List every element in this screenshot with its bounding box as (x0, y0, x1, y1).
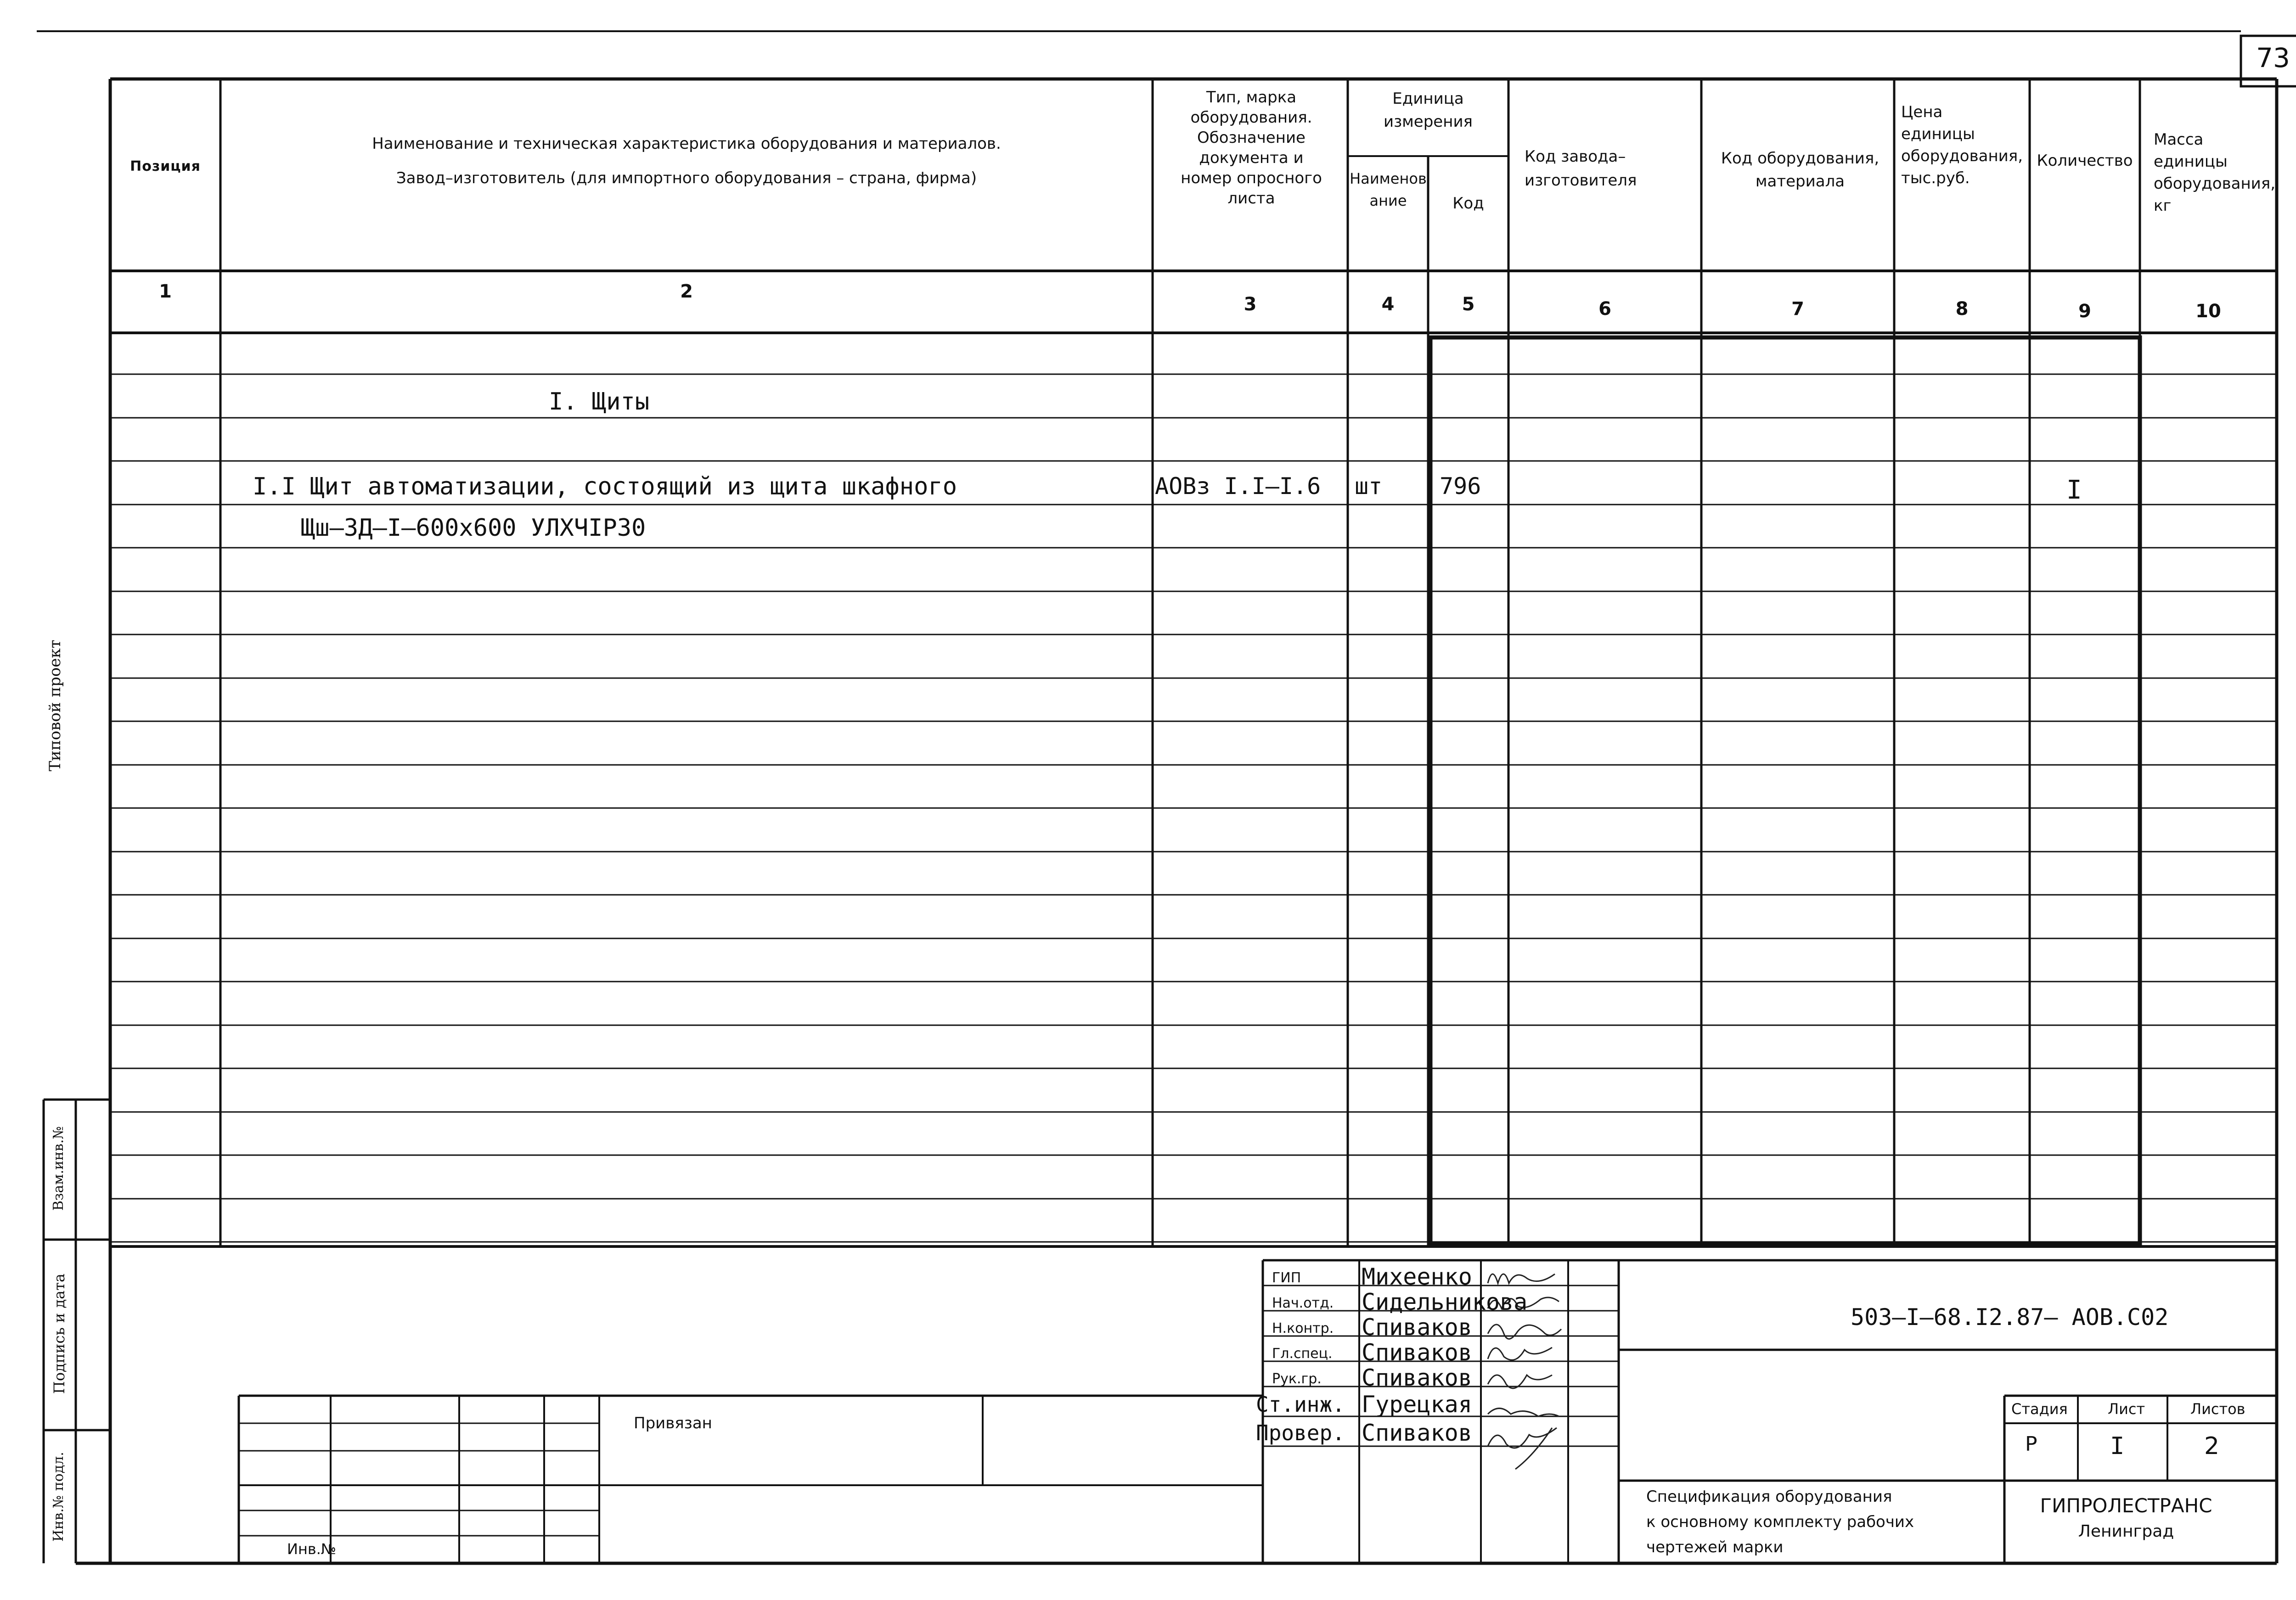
col-1-number: 1 (159, 281, 172, 302)
col-2-number: 2 (680, 281, 693, 302)
col-8-number: 8 (1955, 298, 1969, 320)
side-project-label: Типовой проект (46, 640, 64, 771)
description-line2: к основному комплекту рабочих (1646, 1513, 1914, 1531)
signature-role: Рук.гр. (1272, 1371, 1322, 1387)
side-inv-podl-label: Инв.№ подл. (51, 1452, 67, 1542)
col-5-number: 5 (1462, 294, 1475, 315)
col-3-title: Тип, марка оборудования. Обозначение документа и номер опросного листа (1181, 88, 1322, 208)
col-3-number: 3 (1244, 294, 1257, 315)
col-6-number: 6 (1598, 298, 1611, 320)
signature-4 (1488, 1347, 1552, 1360)
col-9-title: Количество (2037, 152, 2133, 170)
signature-role: Н.контр. (1272, 1320, 1334, 1336)
signature-role: Ст.инж. (1256, 1392, 1345, 1417)
sheets-value: 2 (2204, 1432, 2220, 1460)
col-10-number: 10 (2195, 301, 2221, 322)
description-line3: чертежей марки (1646, 1538, 1784, 1556)
side-inv-vzam-label: Взам.инв.№ (51, 1126, 67, 1211)
page-number: 73 (2256, 42, 2290, 73)
signature-role: Провер. (1256, 1420, 1345, 1445)
item-name-line2: Щш–ЗД–I–600х600 УЛХЧIР30 (301, 514, 646, 542)
stage-value: Р (2025, 1432, 2037, 1456)
item-type: АОВз I.I–I.6 (1155, 473, 1321, 500)
signature-role: Гл.спец. (1272, 1346, 1333, 1362)
signature-6 (1488, 1409, 1559, 1417)
col-8-title: Цена единицы оборудования, тыс.руб. (1901, 103, 2023, 187)
item-unit-code: 796 (1440, 473, 1481, 500)
col-6-title: Код завода–изготовителя (1525, 147, 1637, 190)
stage-label: Стадия (2011, 1400, 2068, 1418)
signature-role: ГИП (1272, 1270, 1301, 1286)
sheet-label: Лист (2108, 1400, 2145, 1418)
signature-name: Гурецкая (1362, 1391, 1472, 1418)
sheets-label: Листов (2190, 1400, 2245, 1418)
signature-name: Михеенко (1362, 1263, 1472, 1290)
signature-role: Нач.отд. (1272, 1295, 1334, 1311)
signature-7 (1488, 1428, 1557, 1469)
signature-3 (1488, 1325, 1561, 1339)
organization-name: ГИПРОЛЕСТРАНС (2040, 1494, 2212, 1517)
col-4-title: Наименование (1350, 170, 1427, 209)
item-unit-name: шт (1355, 473, 1383, 500)
organization-city: Ленинград (2078, 1522, 2174, 1541)
description-line1: Спецификация оборудования (1646, 1488, 1892, 1506)
col-10-title: Масса единицы оборудования, кг (2154, 130, 2276, 215)
col-5-title: Код (1452, 194, 1484, 213)
signature-name: Спиваков (1362, 1420, 1472, 1446)
col-1-title: Позиция (130, 158, 201, 174)
col-7-number: 7 (1791, 298, 1804, 320)
col-7-title: Код оборудования, материала (1721, 149, 1880, 191)
inv-no-label: Инв.№ (287, 1540, 337, 1558)
sheet-value: I (2110, 1432, 2125, 1460)
col-4-number: 4 (1381, 294, 1395, 315)
col-2-title-line2: Завод–изготовитель (для импортного оборудования – страна, фирма) (396, 169, 977, 187)
col-9-number: 9 (2078, 301, 2091, 322)
signature-1 (1488, 1274, 1555, 1283)
unit-group-title: Единица измерения (1383, 90, 1473, 131)
privyazan-label: Привязан (634, 1414, 712, 1432)
col-2-title-line1: Наименование и техническая характеристика оборудования и материалов. (372, 135, 1001, 153)
signature-name: Спиваков (1362, 1314, 1472, 1341)
signature-name: Спиваков (1362, 1339, 1472, 1366)
document-code: 503–I–68.I2.87– АОВ.С02 (1851, 1304, 2169, 1331)
side-sign-date-label: Подпись и дата (51, 1273, 68, 1394)
section-title: I. Щиты (549, 388, 650, 415)
signature-name: Спиваков (1362, 1364, 1472, 1391)
item-name-line1: I.I Щит автоматизации, состоящий из щита шкафного (253, 473, 957, 500)
item-quantity: I (2066, 475, 2082, 505)
signature-name: Сидельникова (1362, 1289, 1528, 1315)
